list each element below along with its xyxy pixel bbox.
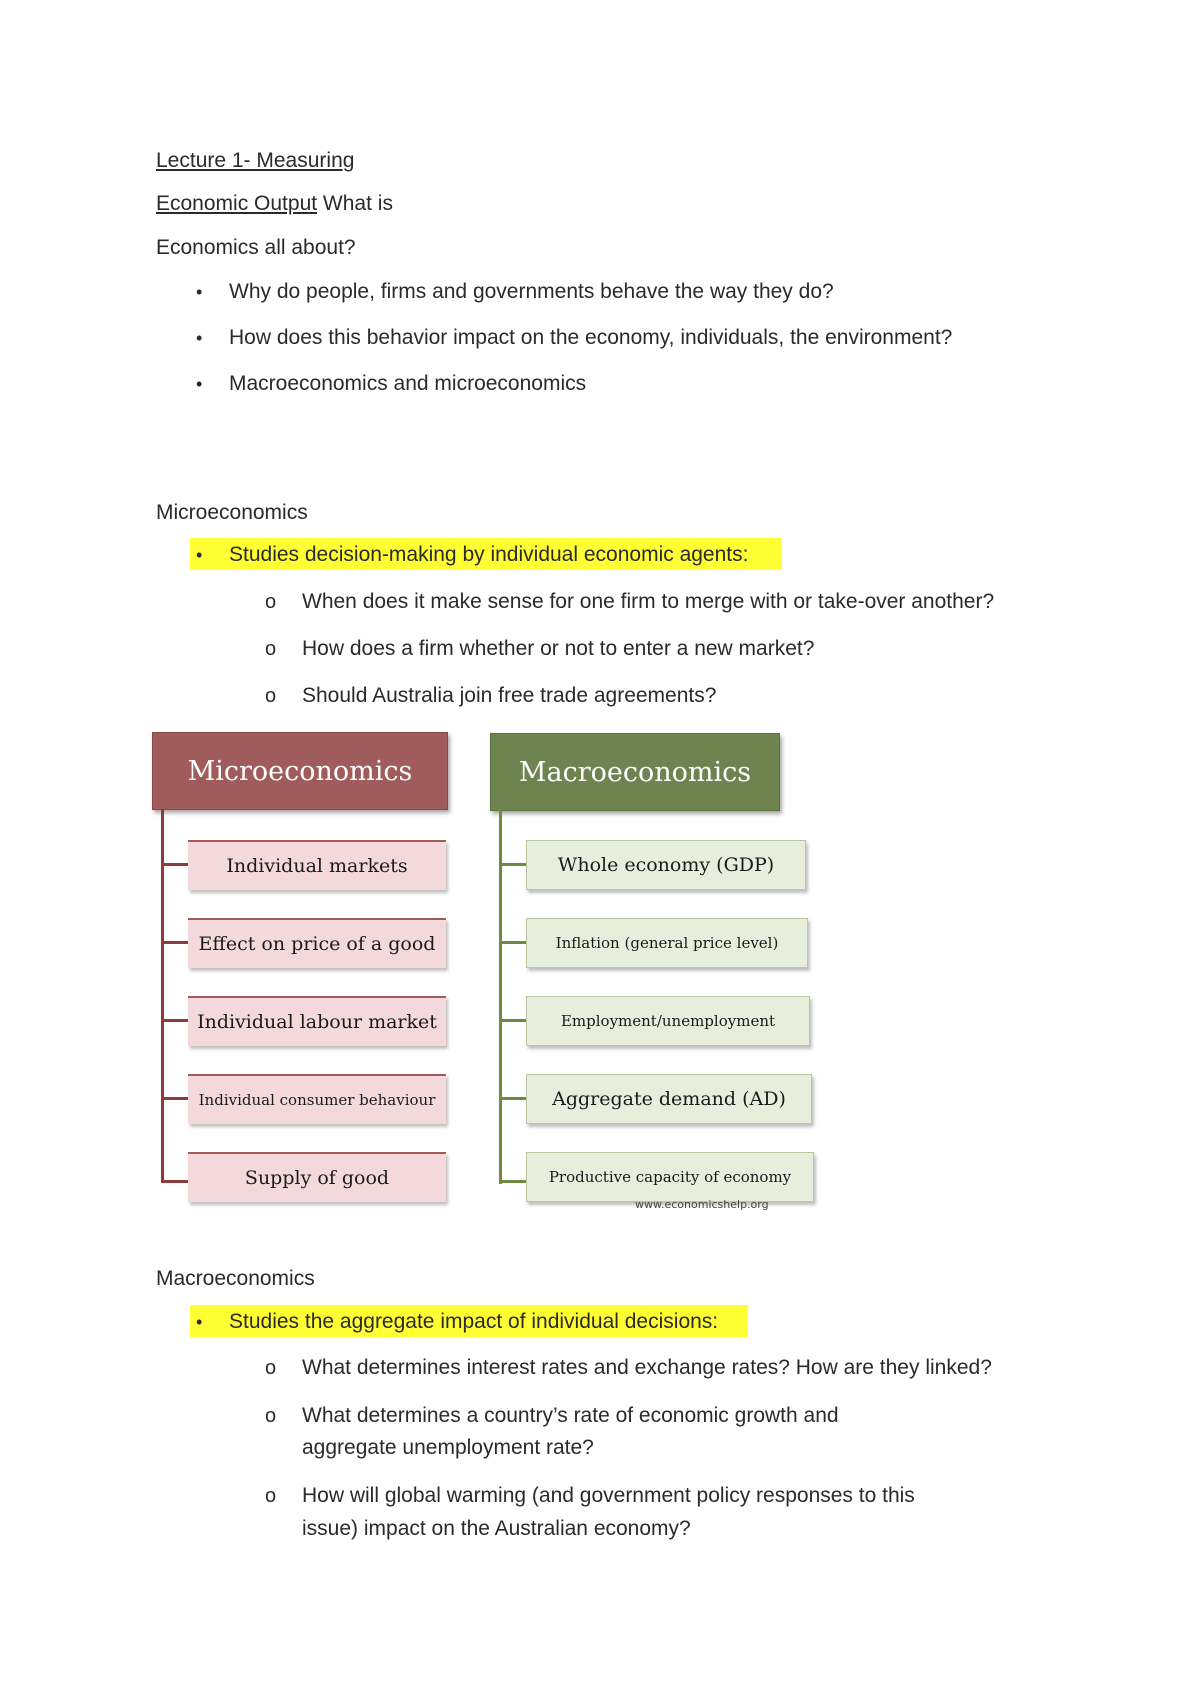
sub-bullet-icon: o [265, 1405, 277, 1427]
macro-question-text: What determines interest rates and exchange rates? How are they linked? [302, 1356, 992, 1379]
micro-item-supply-of-good: Supply of good [188, 1152, 446, 1202]
bullet-icon: • [196, 282, 203, 302]
macro-branch-line [499, 863, 526, 866]
macro-item-inflation: Inflation (general price level) [526, 918, 808, 968]
diagram-credit: www.economicshelp.org [635, 1198, 769, 1211]
bullet-icon: • [196, 1312, 203, 1332]
sub-bullet-icon: o [265, 685, 277, 707]
macro-branch-line [499, 941, 526, 944]
macro-question-text: issue) impact on the Australian economy? [302, 1517, 691, 1540]
macro-item-aggregate-demand: Aggregate demand (AD) [526, 1074, 812, 1124]
macro-item-whole-economy: Whole economy (GDP) [526, 840, 806, 890]
micro-highlight-text: Studies decision-making by individual economic agents: [229, 543, 749, 566]
micro-macro-diagram [150, 730, 820, 1220]
micro-question-text: How does a firm whether or not to enter a new market? [302, 637, 815, 660]
micro-branch-line [161, 941, 188, 944]
sub-bullet-icon: o [265, 1357, 277, 1379]
micro-item-effect-on-price: Effect on price of a good [188, 918, 446, 968]
micro-question-text: Should Australia join free trade agreements? [302, 684, 717, 707]
macro-question-text: What determines a country’s rate of economic growth and [302, 1404, 839, 1427]
micro-item-consumer-behaviour: Individual consumer behaviour [188, 1074, 446, 1124]
title-lecture: Lecture 1- Measuring [156, 149, 355, 172]
micro-branch-line [161, 1097, 188, 1100]
macro-item-employment: Employment/unemployment [526, 996, 810, 1046]
bullet-icon: • [196, 328, 203, 348]
macro-diagram-header: Macroeconomics [490, 733, 780, 811]
sub-bullet-icon: o [265, 1485, 277, 1507]
micro-branch-line [161, 863, 188, 866]
macro-question-text: aggregate unemployment rate? [302, 1436, 594, 1459]
title-line-2 [156, 191, 393, 217]
micro-question-text: When does it make sense for one firm to merge with or take-over another? [302, 590, 995, 613]
micro-item-individual-markets: Individual markets [188, 840, 446, 890]
macro-item-productive-capacity: Productive capacity of economy [526, 1152, 814, 1202]
micro-item-labour-market: Individual labour market [188, 996, 446, 1046]
intro-bullet-text: Why do people, firms and governments behave the way they do? [229, 280, 834, 303]
macro-connector-line [499, 810, 502, 1184]
bullet-icon: • [196, 545, 203, 565]
macro-heading: Macroeconomics [156, 1267, 315, 1290]
sub-bullet-icon: o [265, 638, 277, 660]
macro-branch-line [499, 1180, 526, 1183]
title-what-is: What is [317, 192, 393, 215]
micro-diagram-header: Microeconomics [152, 732, 448, 810]
intro-bullet-text: Macroeconomics and microeconomics [229, 372, 587, 395]
bullet-icon: • [196, 374, 203, 394]
micro-heading: Microeconomics [156, 501, 308, 524]
title-line-1 [156, 148, 354, 174]
intro-bullet-text: How does this behavior impact on the economy, individuals, the environment? [229, 326, 953, 349]
macro-branch-line [499, 1097, 526, 1100]
macro-branch-line [499, 1019, 526, 1022]
micro-branch-line [161, 1180, 188, 1183]
macro-highlight-text: Studies the aggregate impact of individual decisions: [229, 1310, 719, 1333]
title-line-3: Economics all about? [156, 236, 356, 259]
macro-question-text: How will global warming (and government policy responses to this [302, 1484, 915, 1507]
micro-branch-line [161, 1019, 188, 1022]
sub-bullet-icon: o [265, 591, 277, 613]
title-economic-output: Economic Output [156, 192, 318, 215]
